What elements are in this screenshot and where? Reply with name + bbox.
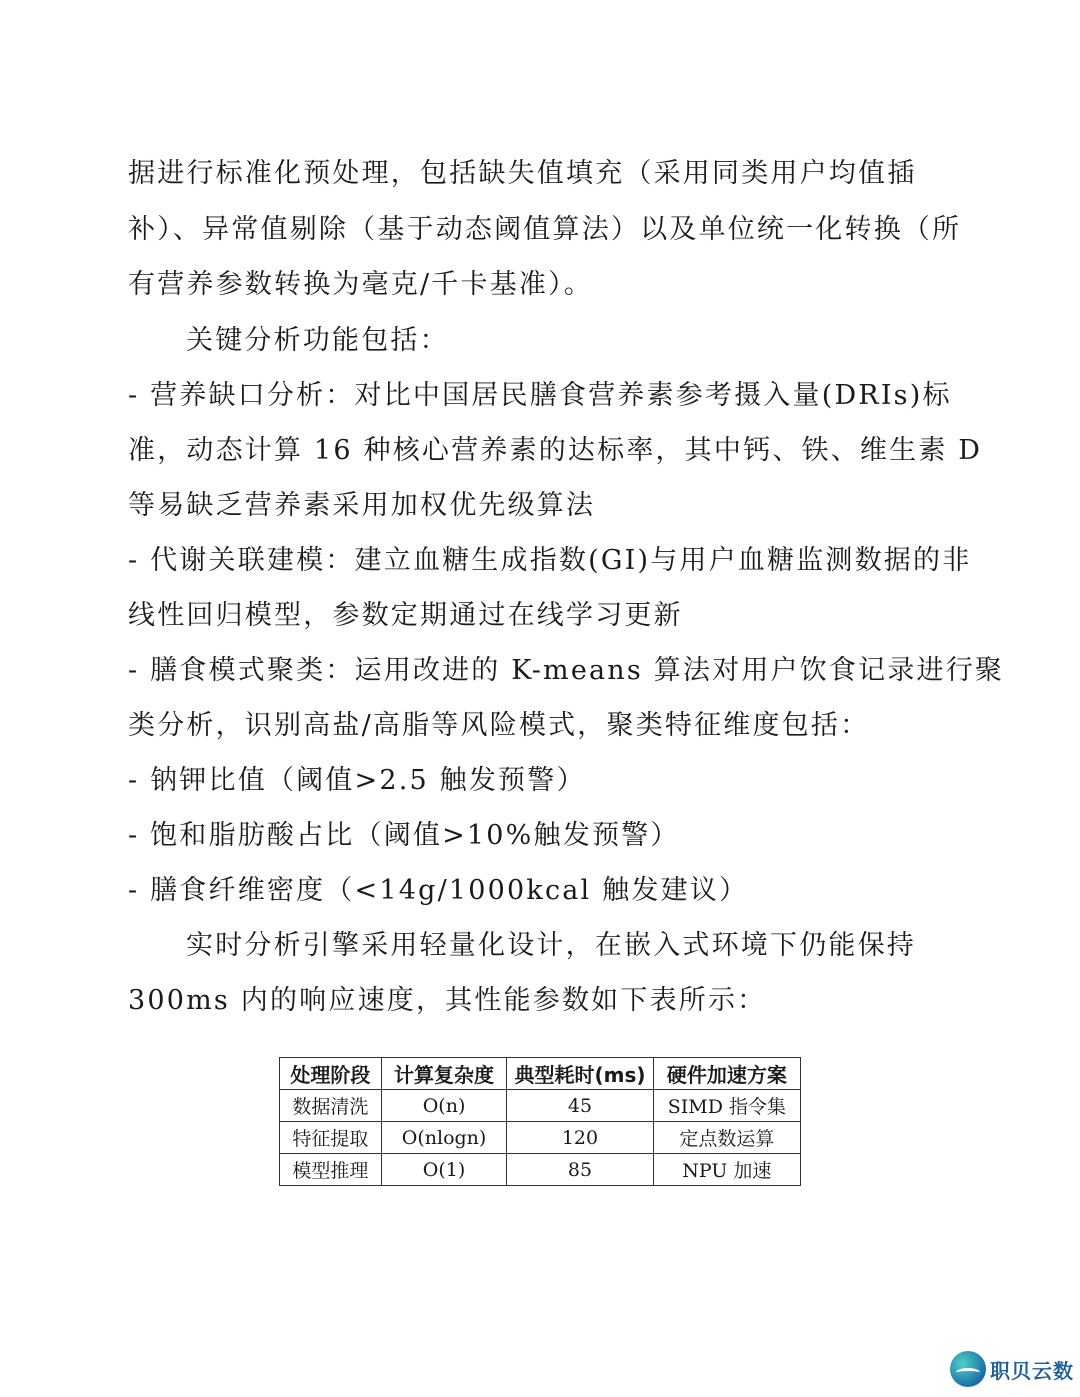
brand-name: 职贝云数: [990, 1358, 1074, 1383]
list-item-nutrition-gap: - 营养缺口分析：对比中国居民膳食营养素参考摄入量(DRIs)标: [128, 380, 952, 411]
body-text-line: 线性回归模型，参数定期通过在线学习更新: [128, 600, 683, 631]
table-row: [280, 1090, 801, 1122]
section-intro: 关键分析功能包括：: [186, 325, 449, 356]
body-text-line: 准，动态计算 16 种核心营养素的达标率，其中钙、铁、维生素 D: [128, 435, 983, 466]
body-text-line: 等易缺乏营养素采用加权优先级算法: [128, 490, 596, 521]
table-cell: O(1): [381, 1154, 506, 1186]
table-row: [280, 1154, 801, 1186]
table-cell: O(n): [381, 1090, 506, 1122]
body-text-line: 补）、异常值剔除（基于动态阈值算法）以及单位统一化转换（所: [128, 214, 962, 245]
table-cell: 45: [507, 1090, 653, 1122]
list-item-fiber-density: - 膳食纤维密度（<14g/1000kcal 触发建议）: [128, 875, 749, 906]
body-text-line: 有营养参数转换为毫克/千卡基准）。: [128, 269, 593, 300]
table-row: [280, 1122, 801, 1154]
table-cell: O(nlogn): [381, 1122, 506, 1154]
table-cell: 120: [507, 1122, 653, 1154]
table-cell: SIMD 指令集: [653, 1090, 800, 1122]
wave-globe-icon: [950, 1351, 986, 1387]
body-text-line: 据进行标准化预处理，包括缺失值填充（采用同类用户均值插: [128, 158, 917, 189]
table-header-cell: 硬件加速方案: [653, 1058, 800, 1090]
list-item-diet-clustering: - 膳食模式聚类：运用改进的 K-means 算法对用户饮食记录进行聚: [128, 655, 1005, 686]
body-text-line: 实时分析引擎采用轻量化设计，在嵌入式环境下仍能保持: [186, 930, 916, 961]
table-header-cell: 典型耗时(ms): [507, 1058, 653, 1090]
table-header-cell: 计算复杂度: [381, 1058, 506, 1090]
list-item-metabolic-modeling: - 代谢关联建模：建立血糖生成指数(GI)与用户血糖监测数据的非: [128, 545, 972, 576]
list-item-saturated-fat: - 饱和脂肪酸占比（阈值>10%触发预警）: [128, 820, 680, 851]
performance-table: [279, 1057, 801, 1186]
table-header-cell: 处理阶段: [280, 1058, 382, 1090]
table-cell: 特征提取: [280, 1122, 382, 1154]
list-item-sodium-potassium: - 钠钾比值（阈值>2.5 触发预警）: [128, 765, 586, 796]
table-header-row: [280, 1058, 801, 1090]
body-text-line: 类分析，识别高盐/高脂等风险模式，聚类特征维度包括：: [128, 710, 870, 741]
table-cell: 85: [507, 1154, 653, 1186]
table-cell: 数据清洗: [280, 1090, 382, 1122]
table-cell: 模型推理: [280, 1154, 382, 1186]
brand-logo: [950, 1347, 1078, 1391]
table-cell: NPU 加速: [653, 1154, 800, 1186]
body-text-line: 300ms 内的响应速度，其性能参数如下表所示：: [128, 985, 767, 1016]
table-cell: 定点数运算: [653, 1122, 800, 1154]
